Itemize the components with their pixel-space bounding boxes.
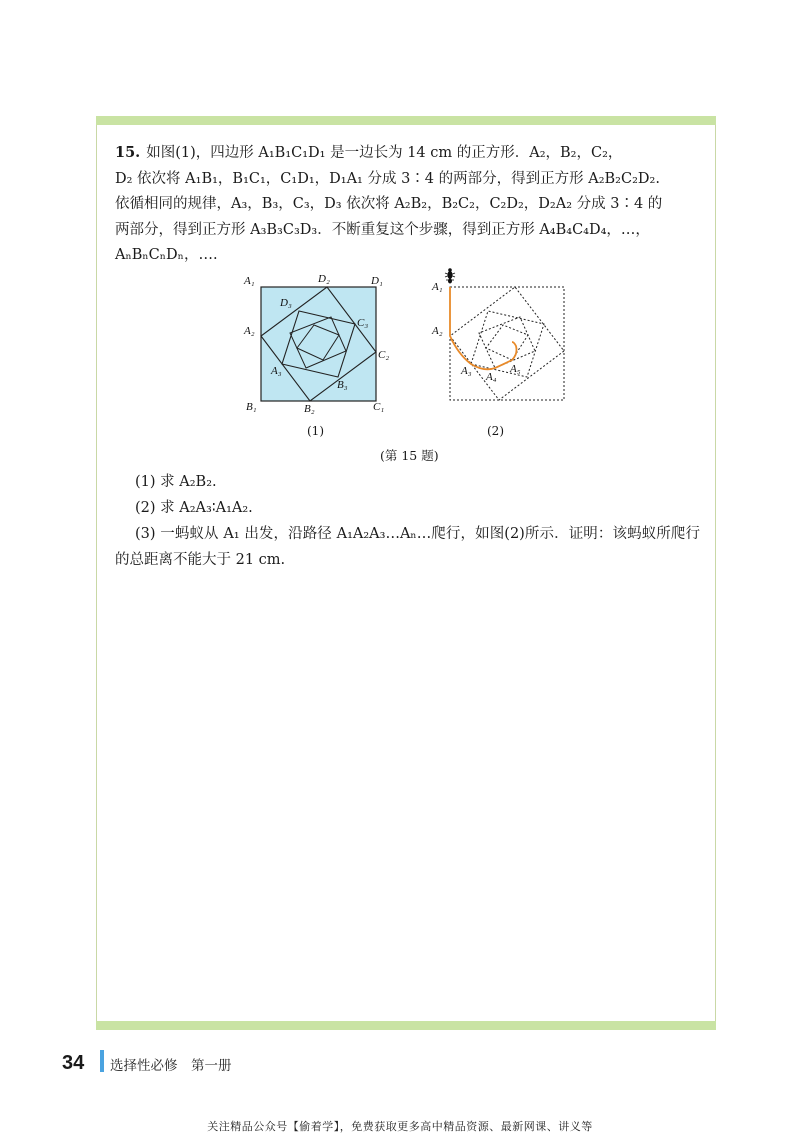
problem-line-4: 两部分，得到正方形 A₃B₃C₃D₃．不断重复这个步骤，得到正方形 A₄B₄C₄D₄，…，: [115, 221, 650, 238]
label-a5-fig2: A₅: [510, 363, 521, 375]
figure-1: [240, 268, 400, 438]
question-2: (2) 求 A₂A₃∶A₁A₂.: [135, 500, 253, 516]
problem-line-1: 15. 如图(1)，四边形 A₁B₁C₁D₁ 是一边长为 14 cm 的正方形．A₂，B₂，C₂，: [115, 144, 623, 161]
dashed-square-2: [450, 287, 564, 400]
label-d3: D₃: [280, 297, 292, 309]
watermark-text: 关注精品公众号【偷着学】，免费获取更多高中精品资源、最新网课、讲义等: [207, 1120, 593, 1133]
label-a3-fig2: A₃: [461, 365, 472, 377]
figure-1-caption: (1): [307, 424, 324, 438]
label-a1-fig2: A₁: [432, 281, 443, 293]
label-c2: C₂: [378, 349, 390, 361]
bottom-green-band: [96, 1021, 716, 1030]
page-number: 34: [62, 1052, 85, 1074]
ant-path: [450, 287, 517, 369]
label-b1: B₁: [246, 401, 257, 413]
question-1: (1) 求 A₂B₂.: [135, 474, 217, 490]
label-a2-fig2: A₂: [432, 325, 443, 337]
figure-2: [428, 262, 578, 412]
problem-line-5: AₙBₙCₙDₙ，….: [115, 247, 218, 263]
figure-title: (第 15 题): [380, 448, 439, 463]
square-a1b1c1d1: [261, 287, 376, 401]
top-green-band: [96, 116, 716, 125]
footer-accent-bar: [100, 1050, 104, 1072]
label-b2: B₂: [304, 403, 315, 415]
problem-statement: [115, 140, 700, 269]
label-c3: C₃: [357, 317, 369, 329]
problem-line-2: D₂ 依次将 A₁B₁，B₁C₁，C₁D₁，D₁A₁ 分成 3∶4 的两部分，得到正方形 A₂B₂C₂D₂.: [115, 170, 660, 187]
label-b3: B₃: [337, 379, 348, 391]
dashed-square-1: [450, 287, 564, 400]
dashed-square-4: [479, 317, 535, 368]
ant-icon: [445, 268, 455, 283]
problem-number: 15.: [115, 144, 141, 161]
question-3: (3) 一蚂蚁从 A₁ 出发，沿路径 A₁A₂A₃…Aₙ…爬行，如图(2)所示．证明：该蚂蚁所爬行的总距离不能大于 21 cm.: [115, 526, 700, 568]
label-c1: C₁: [373, 401, 385, 413]
dashed-square-3: [471, 311, 544, 377]
label-a3: A₃: [271, 365, 282, 377]
book-title: 选择性必修 第一册: [110, 1058, 232, 1074]
label-d1: D₁: [371, 275, 383, 287]
dashed-square-5: [486, 325, 528, 360]
label-a2: A₂: [244, 325, 255, 337]
problem-line-3: 依循相同的规律，A₃，B₃，C₃，D₃ 依次将 A₂B₂，B₂C₂，C₂D₂，D₂A₂ 分成 3∶4 的: [115, 196, 663, 212]
label-a1: A₁: [244, 275, 255, 287]
label-d2: D₂: [318, 273, 330, 285]
figure-2-caption: (2): [487, 424, 504, 438]
label-a4-fig2: A₄: [486, 371, 497, 383]
